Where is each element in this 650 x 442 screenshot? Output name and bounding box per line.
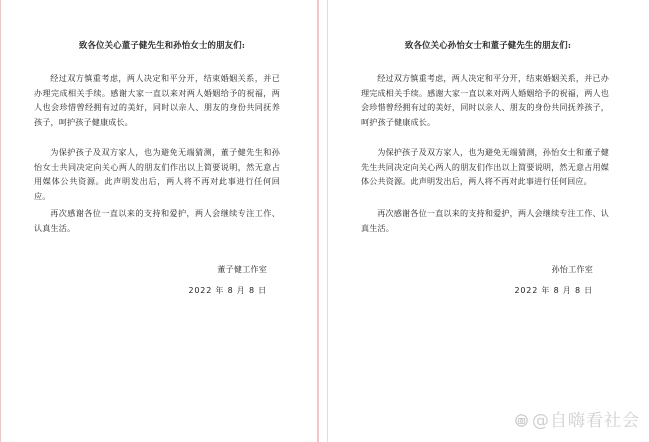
paragraph-1: 经过双方慎重考虑，两人决定和平分开，结束婚姻关系，并已办理完成相关手续。感谢大家一直以来对两人婚姻给予的祝福，两人也会珍惜曾经拥有过的美好，同时以亲人、朋友的身份共同抚养孩子，呵护孩子健康成长。 <box>34 73 280 127</box>
watermark <box>515 408 640 431</box>
signer: 孙怡工作室 <box>551 264 593 274</box>
salutation: 致各位关心孙怡女士和董子健先生的朋友们: <box>404 40 572 50</box>
watermark-text: @自嗨看社会 <box>532 410 640 431</box>
statement-left <box>12 0 312 442</box>
date: 2022 年 8 月 8 日 <box>514 286 593 295</box>
salutation: 致各位关心董子健先生和孙怡女士的朋友们: <box>78 40 246 50</box>
statement-right <box>338 0 638 442</box>
paragraph-3: 再次感谢各位一直以来的支持和爱护，两人会继续专注工作、认真生活。 <box>34 208 280 233</box>
signer: 董子健工作室 <box>217 264 267 274</box>
paragraph-3: 再次感谢各位一直以来的支持和爱护，两人会继续专注工作、认真生活。 <box>361 208 609 233</box>
date: 2022 年 8 月 8 日 <box>188 286 267 295</box>
paragraph-1: 经过双方慎重考虑，两人决定和平分开，结束婚姻关系，并已办理完成相关手续。感谢大家一直以来对两人婚姻给予的祝福，两人也会珍惜曾经拥有过的美好，同时以亲人、朋友的身份共同抚养孩子，呵护孩子健康成长。 <box>361 73 609 127</box>
paragraph-2: 为保护孩子及双方家人，也为避免无端猜测，董子健先生和孙怡女士共同决定向关心两人的朋友们作出以上简要说明，然无意占用媒体公共资源。此声明发出后，两人将不再对此事进行任何回应。 <box>34 147 280 201</box>
page-divider <box>317 0 319 442</box>
camera-icon <box>515 412 528 425</box>
page-divider-inner <box>327 0 328 442</box>
paragraph-2: 为保护孩子及双方家人，也为避免无端猜测，孙怡女士和董子健先生共同决定向关心两人的朋友们作出以上简要说明，然无意占用媒体公共资源。此声明发出后，两人将不再对此事进行任何回应。 <box>361 147 609 187</box>
